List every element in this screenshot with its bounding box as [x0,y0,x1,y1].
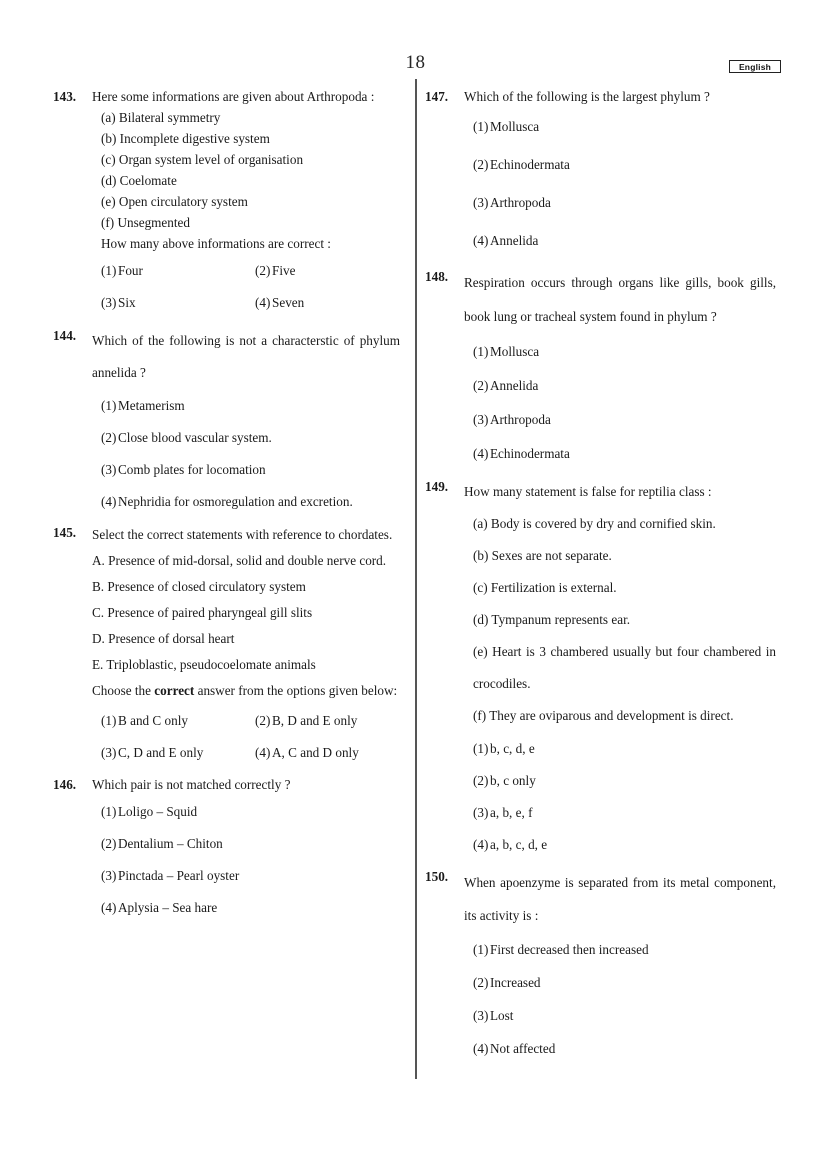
statement-b: (b) Sexes are not separate. [473,548,612,563]
question-145 [52,522,400,769]
option-value: Aplysia – Sea hare [118,900,218,915]
option-4[interactable] [464,437,776,471]
statement-e: (e) Heart is 3 chambered usually but four chambered in crocodiles. [473,644,776,691]
sub-text-part-2: answer from the options given below: [194,683,398,698]
option-value: Nephridia for osmoregulation and excretion. [118,494,353,509]
option-3[interactable] [464,797,776,829]
option-value: Annelida [490,233,539,248]
option-value: Annelida [490,378,539,393]
option-1[interactable] [464,335,776,369]
option-label: (4) [473,446,489,461]
option-2[interactable] [464,369,776,403]
statement-b: (b) Incomplete digestive system [101,131,270,146]
question-number: 148. [425,269,449,284]
question-143 [52,86,400,319]
statement-e: (e) Open circulatory system [101,194,248,209]
options-list [92,390,400,518]
option-value: A, C and D only [272,745,359,760]
statement-c: (c) Fertilization is external. [473,580,617,595]
option-value: Five [272,263,296,278]
option-label: (1) [101,713,117,728]
question-146 [52,774,400,924]
option-value: B, D and E only [272,713,358,728]
option-4[interactable] [246,287,400,319]
option-value: C, D and E only [118,745,204,760]
option-value: Arthropoda [490,412,551,427]
question-148 [424,266,776,471]
option-4[interactable] [92,486,400,518]
option-2[interactable] [92,422,400,454]
option-1[interactable] [464,733,776,765]
statement-c: (c) Organ system level of organisation [101,152,304,167]
option-4[interactable] [464,1032,776,1065]
options-list [464,335,776,471]
statement-f: (f) They are oviparous and development is direct. [473,708,734,723]
option-2[interactable] [92,828,400,860]
question-text: Which pair is not matched correctly ? [92,777,291,792]
language-badge: English [729,60,781,73]
options-list [464,108,776,260]
option-value: Loligo – Squid [118,804,198,819]
option-1[interactable] [92,705,246,737]
option-label: (2) [473,378,489,393]
question-text: Select the correct statements with reference to chordates. [92,527,393,542]
option-value: Four [118,263,143,278]
option-2[interactable] [246,255,400,287]
option-value: Increased [490,975,541,990]
option-label: (3) [101,745,117,760]
option-label: (3) [473,195,489,210]
option-value: Not affected [490,1041,556,1056]
option-label: (4) [101,900,117,915]
question-number: 145. [53,525,77,540]
option-value: Echinodermata [490,446,570,461]
option-4[interactable] [92,892,400,924]
option-3[interactable] [464,184,776,222]
question-text: Respiration occurs through organs like gills, book gills, book lung or tracheal system found in phylum ? [464,275,776,324]
questions-column-right [424,86,776,1067]
statement-a: (a) Body is covered by dry and cornified skin. [473,516,716,531]
options-list [92,796,400,924]
statement-e: E. Triploblastic, pseudocoelomate animals [92,657,316,672]
option-label: (2) [101,836,117,851]
option-label: (1) [101,804,117,819]
question-144 [52,325,400,518]
statement-f: (f) Unsegmented [101,215,190,230]
option-label: (1) [473,741,489,756]
option-value: Arthropoda [490,195,551,210]
options-list [92,255,400,319]
question-number: 143. [53,89,77,104]
question-number: 144. [53,328,77,343]
option-label: (1) [101,398,117,413]
option-label: (2) [473,773,489,788]
option-value: Pinctada – Pearl oyster [118,868,240,883]
options-list [92,705,400,769]
sub-text-emphasis: correct [154,683,195,698]
option-1[interactable] [464,108,776,146]
question-text: Which of the following is the largest phylum ? [464,89,710,104]
option-value: Dentalium – Chiton [118,836,223,851]
option-value: Close blood vascular system. [118,430,272,445]
option-value: B and C only [118,713,188,728]
option-value: Metamerism [118,398,185,413]
question-number: 146. [53,777,77,792]
option-3[interactable] [464,999,776,1032]
option-2[interactable] [246,705,400,737]
option-1[interactable] [92,255,246,287]
question-number: 150. [425,869,449,884]
option-value: b, c only [490,773,536,788]
option-label: (2) [101,430,117,445]
option-value: Echinodermata [490,157,570,172]
option-label: (1) [101,263,117,278]
option-value: Lost [490,1008,514,1023]
option-label: (4) [101,494,117,509]
option-value: Mollusca [490,344,540,359]
option-label: (2) [255,713,271,728]
option-label: (2) [473,157,489,172]
column-divider [415,79,417,1079]
option-label: (3) [101,868,117,883]
question-text: When apoenzyme is separated from its metal component, its activity is : [464,875,776,923]
option-label: (1) [473,942,489,957]
option-label: (3) [473,1008,489,1023]
options-list [464,933,776,1065]
option-value: First decreased then increased [490,942,649,957]
option-2[interactable] [464,146,776,184]
option-2[interactable] [464,765,776,797]
option-label: (3) [101,462,117,477]
option-3[interactable] [92,287,246,319]
sub-text-part-1: Choose the [92,683,155,698]
option-value: Mollusca [490,119,540,134]
option-label: (4) [255,295,271,310]
option-4[interactable] [464,829,776,861]
statement-b: B. Presence of closed circulatory system [92,579,306,594]
statement-d: (d) Tympanum represents ear. [473,612,631,627]
option-label: (2) [255,263,271,278]
option-1[interactable] [464,933,776,966]
statement-d: (d) Coelomate [101,173,177,188]
option-label: (4) [473,837,489,852]
question-150 [424,866,776,1065]
question-text: How many statement is false for reptilia class : [464,484,712,499]
option-value: b, c, d, e [490,741,535,756]
question-text: Which of the following is not a characterstic of phylum annelida ? [92,333,400,380]
option-label: (4) [473,233,489,248]
statement-a: A. Presence of mid-dorsal, solid and double nerve cord. [92,553,387,568]
option-3[interactable] [92,860,400,892]
option-value: a, b, e, f [490,805,533,820]
page-number: 18 [405,52,426,73]
question-number: 149. [425,479,449,494]
question-147 [424,86,776,260]
option-2[interactable] [464,966,776,999]
option-label: (1) [473,344,489,359]
question-sub-text [92,678,400,704]
option-label: (2) [473,975,489,990]
statement-a: (a) Bilateral symmetry [101,110,221,125]
option-label: (3) [473,805,489,820]
option-value: Comb plates for locomation [118,462,266,477]
statement-d: D. Presence of dorsal heart [92,631,235,646]
option-3[interactable] [92,454,400,486]
option-label: (4) [255,745,271,760]
question-149 [424,476,776,861]
question-sub-text: How many above informations are correct : [101,236,331,251]
option-1[interactable] [92,796,400,828]
question-number: 147. [425,89,449,104]
option-3[interactable] [464,403,776,437]
option-label: (3) [473,412,489,427]
option-1[interactable] [92,390,400,422]
questions-column-left [52,86,400,926]
option-3[interactable] [92,737,246,769]
option-value: a, b, c, d, e [490,837,548,852]
statement-c: C. Presence of paired pharyngeal gill slits [92,605,313,620]
option-value: Seven [272,295,305,310]
option-value: Six [118,295,136,310]
question-text: Here some informations are given about Arthropoda : [92,89,375,104]
options-list [464,733,776,861]
option-4[interactable] [464,222,776,260]
option-4[interactable] [246,737,400,769]
option-label: (4) [473,1041,489,1056]
option-label: (3) [101,295,117,310]
option-label: (1) [473,119,489,134]
